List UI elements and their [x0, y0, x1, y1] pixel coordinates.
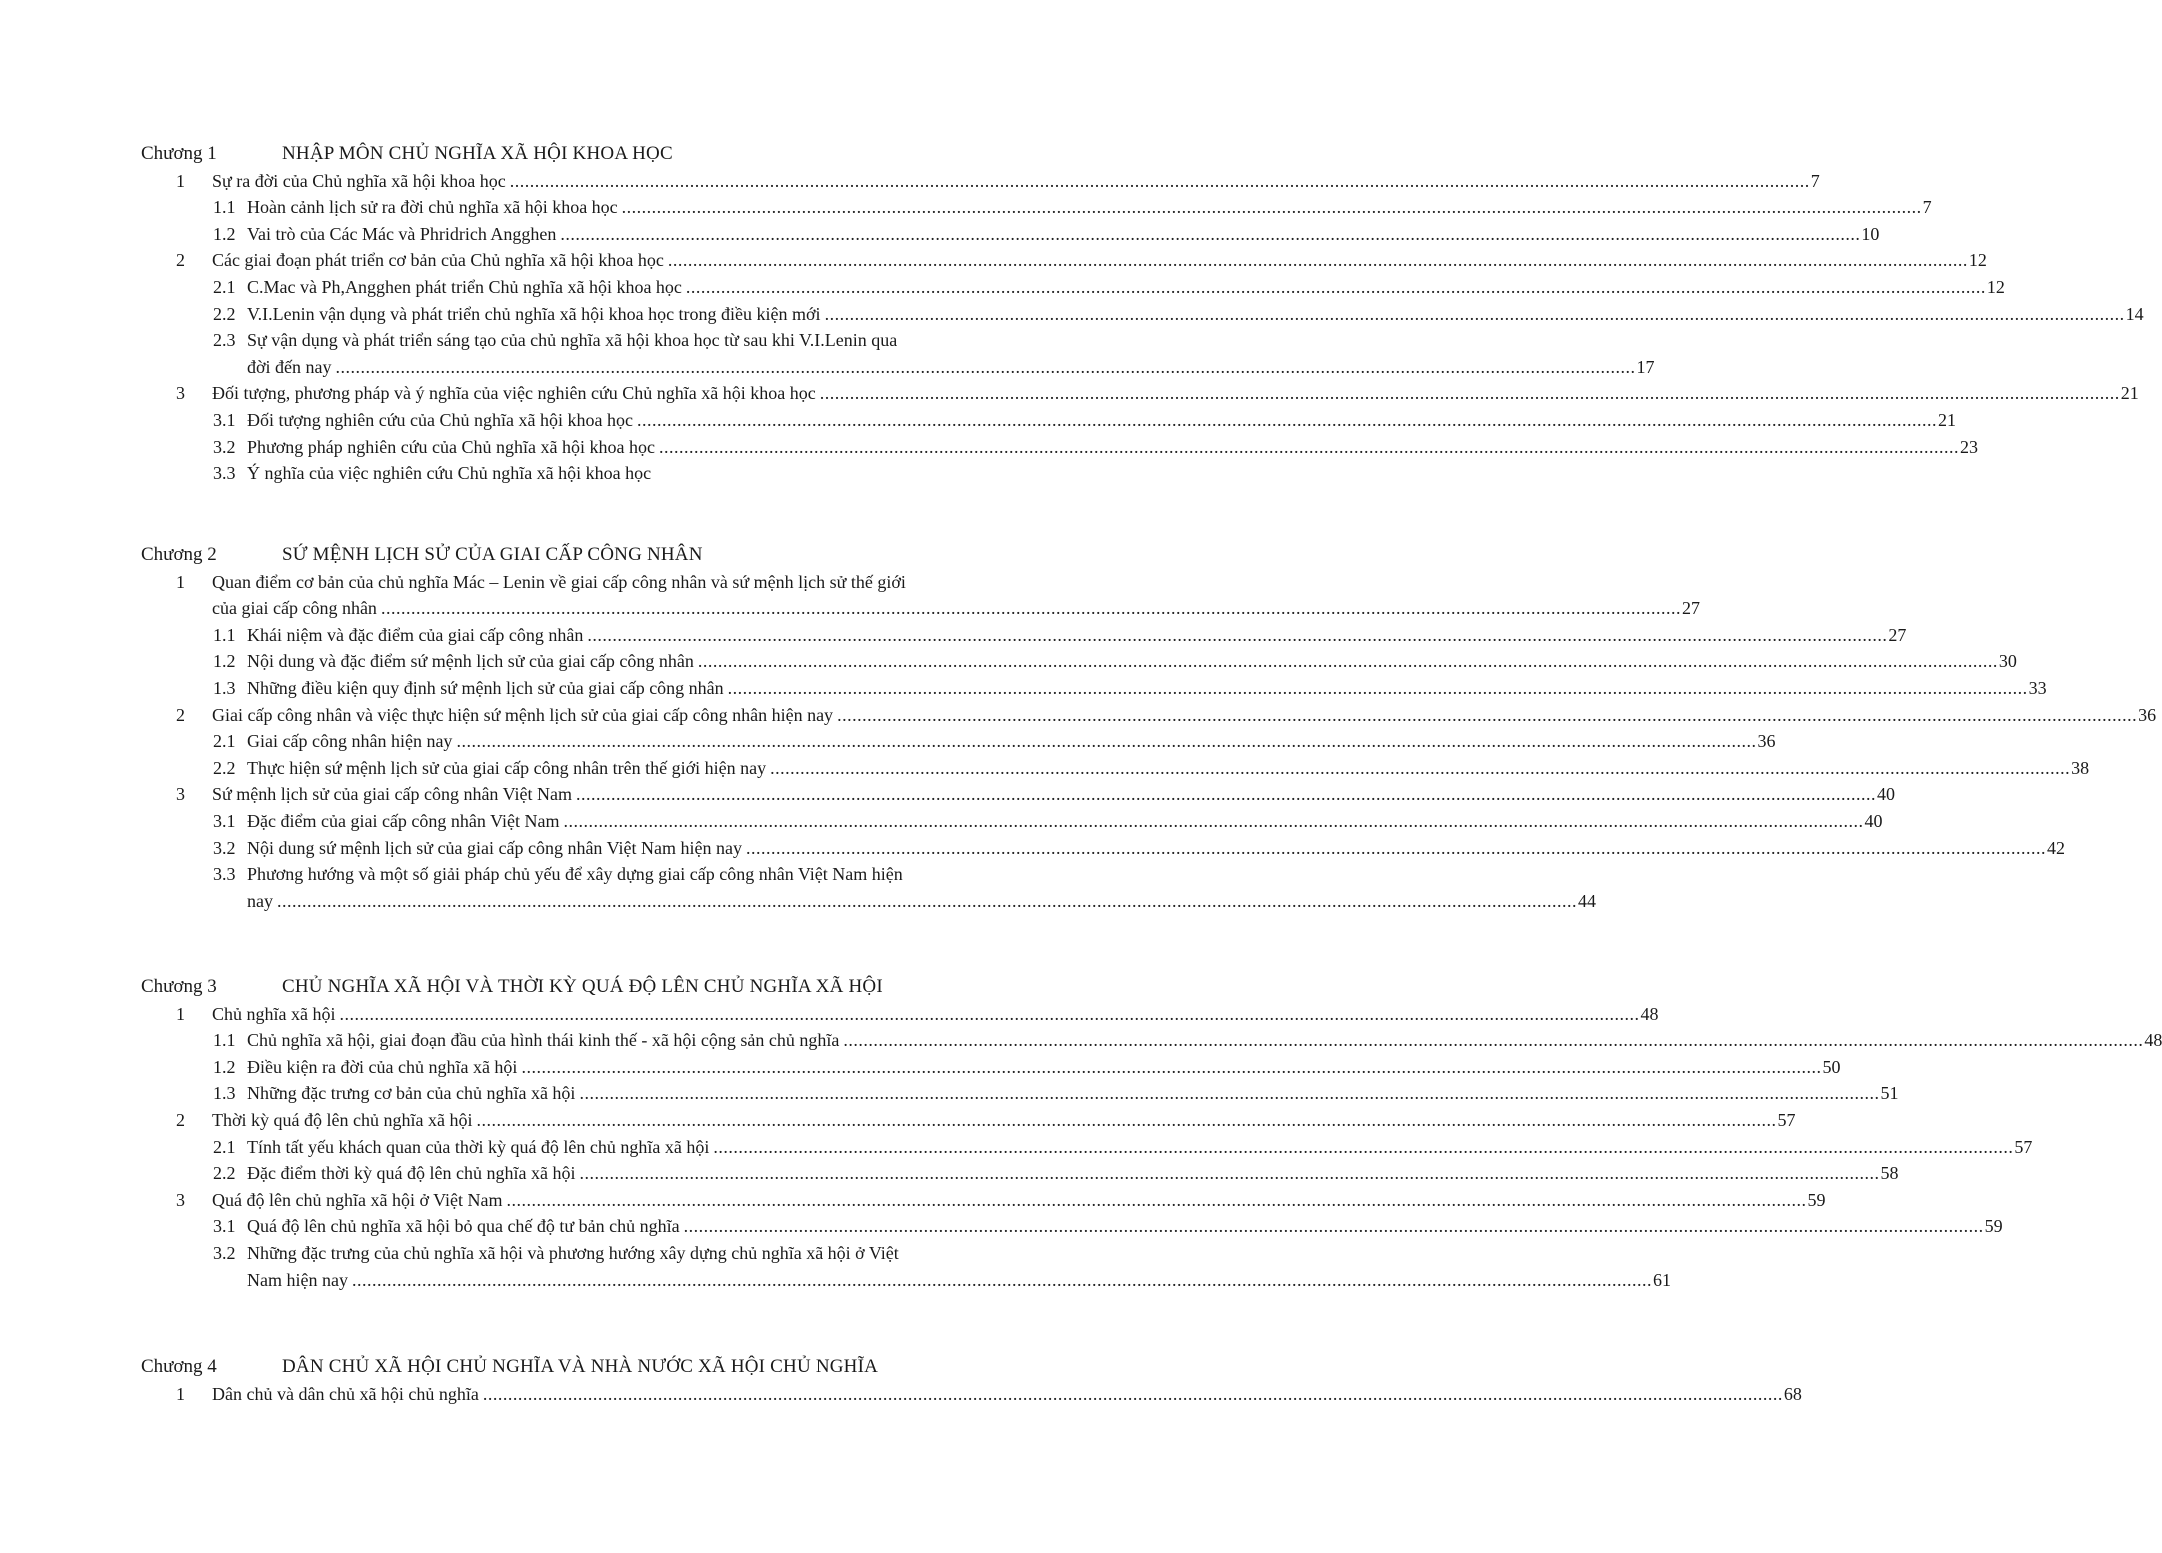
- page-number: 36: [2138, 704, 2157, 725]
- dot-leader: ....................................................................................................................................................................................................................................................................: [621, 197, 1922, 218]
- dot-leader: ....................................................................................................................................................................................................................................................................: [509, 170, 1810, 191]
- entry-title: Vai trò của Các Mác và Phridrich Angghen: [247, 223, 557, 244]
- entry-text: [247, 675, 2047, 702]
- toc-subsection-entry[interactable]: [0, 194, 1932, 221]
- dot-leader: ....................................................................................................................................................................................................................................................................: [745, 837, 2046, 858]
- entry-title: Đặc điểm thời kỳ quá độ lên chủ nghĩa xã hội: [247, 1163, 576, 1184]
- entry-line: [247, 1054, 1841, 1081]
- entry-number: 3.1: [213, 410, 236, 430]
- entry-line: [247, 675, 2047, 702]
- dot-leader: ....................................................................................................................................................................................................................................................................: [380, 598, 1681, 619]
- entry-line: [247, 622, 1907, 649]
- toc-subsection-entry[interactable]: [0, 407, 1956, 434]
- entry-number: 2: [176, 704, 185, 725]
- entry-line: [212, 247, 1987, 274]
- toc-subsection-entry[interactable]: [0, 221, 1880, 248]
- dot-leader: ....................................................................................................................................................................................................................................................................: [587, 624, 1888, 645]
- toc-subsection-entry[interactable]: [0, 327, 1655, 380]
- toc-subsection-entry[interactable]: [0, 434, 1978, 461]
- entry-text: [247, 755, 2090, 782]
- entry-line: [247, 728, 1776, 755]
- chapter-title: SỨ MỆNH LỊCH SỬ CỦA GIAI CẤP CÔNG NHÂN: [282, 544, 703, 565]
- entry-text: [212, 702, 2157, 729]
- entry-text: [212, 1381, 1802, 1408]
- page-number: 27: [1888, 624, 1907, 645]
- entry-text: [212, 168, 1820, 195]
- entry-text: [247, 728, 1776, 755]
- toc-subsection-entry[interactable]: [0, 1080, 1899, 1107]
- toc-section-entry[interactable]: [0, 168, 1820, 195]
- entry-title: Quá độ lên chủ nghĩa xã hội bỏ qua chế độ tư bản chủ nghĩa: [247, 1216, 680, 1237]
- entry-number: 2: [176, 250, 185, 271]
- entry-title: Phương pháp nghiên cứu của Chủ nghĩa xã hội khoa học: [247, 436, 655, 457]
- dot-leader: ....................................................................................................................................................................................................................................................................: [351, 1269, 1652, 1290]
- entry-text: [247, 221, 1880, 248]
- page-number: 57: [1777, 1110, 1796, 1130]
- dot-leader: ....................................................................................................................................................................................................................................................................: [482, 1383, 1783, 1404]
- entry-title: Đặc điểm của giai cấp công nhân Việt Nam: [247, 811, 560, 831]
- entry-title: Quan điểm cơ bản của chủ nghĩa Mác – Lenin về giai cấp công nhân và sứ mệnh lịch sử thế giới: [212, 571, 906, 592]
- entry-title: Đối tượng nghiên cứu của Chủ nghĩa xã hội khoa học: [247, 410, 633, 430]
- page-number: 48: [2144, 1030, 2162, 1051]
- entry-title: Chủ nghĩa xã hội, giai đoạn đầu của hình thái kinh thế - xã hội cộng sản chủ nghĩa: [247, 1030, 840, 1051]
- page-number: 17: [1636, 356, 1655, 377]
- entry-title: Những điều kiện quy định sứ mệnh lịch sử của giai cấp công nhân: [247, 678, 724, 698]
- entry-title: C.Mac và Ph,Angghen phát triển Chủ nghĩa xã hội khoa học: [247, 277, 682, 297]
- dot-leader: ....................................................................................................................................................................................................................................................................: [335, 356, 1636, 377]
- toc-subsection-entry[interactable]: [0, 1240, 1671, 1293]
- entry-title: Sự vận dụng và phát triển sáng tạo của chủ nghĩa xã hội khoa học từ sau khi V.I.Lenin qua: [247, 330, 898, 351]
- entry-line: [247, 1213, 2003, 1240]
- entry-line: [247, 808, 1883, 835]
- entry-text: [247, 1134, 2033, 1161]
- entry-text: [247, 460, 995, 487]
- entry-line: [247, 1160, 1899, 1187]
- page-number: 7: [1922, 197, 1932, 218]
- toc-subsection-entry[interactable]: [0, 1134, 2033, 1161]
- entry-text: [247, 1027, 2162, 1054]
- toc-section-entry[interactable]: [0, 781, 1896, 808]
- entry-title: Tính tất yếu khách quan của thời kỳ quá độ lên chủ nghĩa xã hội: [247, 1136, 710, 1157]
- toc-section-entry[interactable]: [0, 1381, 1802, 1408]
- page-number: 7: [1810, 170, 1820, 191]
- entry-title: Sự ra đời của Chủ nghĩa xã hội khoa học: [212, 170, 506, 191]
- entry-number: 1.2: [213, 651, 236, 672]
- entry-text: [247, 194, 1932, 221]
- dot-leader: ....................................................................................................................................................................................................................................................................: [579, 1163, 1880, 1184]
- entry-line: [247, 221, 1880, 248]
- chapter-title: CHỦ NGHĨA XÃ HỘI VÀ THỜI KỲ QUÁ ĐỘ LÊN CHỦ NGHĨA XÃ HỘI: [282, 976, 883, 997]
- entry-number: 2.1: [213, 731, 236, 752]
- toc-subsection-entry[interactable]: [0, 675, 2047, 702]
- toc-subsection-entry[interactable]: [0, 755, 2090, 782]
- entry-line: [247, 1134, 2033, 1161]
- toc-subsection-entry[interactable]: [0, 835, 2065, 862]
- toc-subsection-entry[interactable]: [0, 728, 1776, 755]
- page-number: 21: [2120, 383, 2139, 404]
- page-number: 51: [1880, 1083, 1899, 1104]
- page-number: 59: [1807, 1189, 1826, 1210]
- page-number: 50: [1822, 1056, 1841, 1077]
- entry-line: [212, 1381, 1802, 1408]
- entry-title: Các giai đoạn phát triển cơ bản của Chủ nghĩa xã hội khoa học: [212, 250, 664, 271]
- entry-number: 1: [176, 1383, 185, 1404]
- entry-number: 1.1: [213, 197, 236, 218]
- entry-title: Đối tượng, phương pháp và ý nghĩa của việc nghiên cứu Chủ nghĩa xã hội khoa học: [212, 383, 816, 404]
- toc-subsection-entry[interactable]: [0, 1027, 2162, 1054]
- dot-leader: ....................................................................................................................................................................................................................................................................: [713, 1136, 2014, 1157]
- entry-line: [247, 460, 995, 487]
- entry-title: Hoàn cảnh lịch sử ra đời chủ nghĩa xã hội khoa học: [247, 197, 618, 218]
- dot-leader: ....................................................................................................................................................................................................................................................................: [456, 731, 1757, 752]
- entry-line: [247, 274, 2005, 301]
- page-number: 12: [1986, 277, 2005, 297]
- dot-leader: ....................................................................................................................................................................................................................................................................: [476, 1110, 1777, 1130]
- entry-title: Dân chủ và dân chủ xã hội chủ nghĩa: [212, 1383, 479, 1404]
- entry-number: 3: [176, 784, 185, 805]
- dot-leader: ....................................................................................................................................................................................................................................................................: [506, 1189, 1807, 1210]
- entry-number: 2.2: [213, 303, 236, 324]
- page-number: 40: [1877, 784, 1896, 805]
- entry-number: 2.3: [213, 330, 236, 351]
- entry-title: Chủ nghĩa xã hội: [212, 1003, 336, 1024]
- entry-text: [212, 569, 1700, 622]
- entry-text: [247, 301, 2144, 328]
- entry-text: [247, 1213, 2003, 1240]
- chapter-label: Chương 2: [141, 544, 217, 565]
- entry-line: [247, 888, 1596, 915]
- dot-leader: ....................................................................................................................................................................................................................................................................: [563, 811, 1864, 831]
- entry-text: [247, 648, 2017, 675]
- dot-leader: ....................................................................................................................................................................................................................................................................: [560, 223, 1861, 244]
- entry-title: Phương hướng và một số giải pháp chủ yếu để xây dựng giai cấp công nhân Việt Nam hiện: [247, 864, 903, 885]
- dot-leader: ....................................................................................................................................................................................................................................................................: [837, 704, 2138, 725]
- entry-title: đời đến nay: [247, 356, 332, 377]
- entry-number: 2.2: [213, 757, 236, 778]
- entry-text: [247, 808, 1883, 835]
- toc-subsection-entry[interactable]: [0, 1160, 1899, 1187]
- dot-leader: ....................................................................................................................................................................................................................................................................: [521, 1056, 1822, 1077]
- page-number: 12: [1968, 250, 1987, 271]
- entry-number: 1.2: [213, 223, 236, 244]
- entry-line: [247, 301, 2144, 328]
- entry-title: V.I.Lenin vận dụng và phát triển chủ nghĩa xã hội khoa học trong điều kiện mới: [247, 303, 821, 324]
- entry-line: [212, 1187, 1826, 1214]
- page-number: 36: [1757, 731, 1776, 752]
- entry-text: [212, 1001, 1659, 1028]
- toc-subsection-entry[interactable]: [0, 301, 2144, 328]
- entry-number: 3.3: [213, 864, 236, 885]
- toc-subsection-entry[interactable]: [0, 460, 1035, 487]
- dot-leader: ....................................................................................................................................................................................................................................................................: [576, 784, 1877, 805]
- entry-line: [247, 354, 1655, 381]
- entry-line: [247, 1267, 1671, 1294]
- dot-leader: ....................................................................................................................................................................................................................................................................: [824, 303, 2125, 324]
- entry-number: 1: [176, 571, 185, 592]
- toc-subsection-entry[interactable]: [0, 861, 1596, 914]
- entry-number: 3.1: [213, 1216, 236, 1237]
- entry-text: [247, 274, 2005, 301]
- page-number: 61: [1652, 1269, 1671, 1290]
- dot-leader: ....................................................................................................................................................................................................................................................................: [667, 250, 1968, 271]
- entry-title: Giai cấp công nhân và việc thực hiện sứ mệnh lịch sử của giai cấp công nhân hiện nay: [212, 704, 834, 725]
- toc-subsection-entry[interactable]: [0, 808, 1883, 835]
- entry-text: [212, 1187, 1826, 1214]
- entry-title: Giai cấp công nhân hiện nay: [247, 731, 453, 752]
- entry-title: Điều kiện ra đời của chủ nghĩa xã hội: [247, 1056, 518, 1077]
- entry-line: [247, 327, 995, 354]
- dot-leader: ....................................................................................................................................................................................................................................................................: [843, 1030, 2144, 1051]
- entry-number: 3.2: [213, 1243, 236, 1263]
- page-number: 59: [1984, 1216, 2003, 1237]
- page-number: 30: [1998, 651, 2017, 672]
- dot-leader: ....................................................................................................................................................................................................................................................................: [683, 1216, 1984, 1237]
- entry-number: 1.1: [213, 1030, 236, 1051]
- entry-text: [247, 1240, 1671, 1293]
- entry-line: [247, 648, 2017, 675]
- page-number: 42: [2046, 837, 2065, 858]
- entry-number: 1.1: [213, 624, 236, 645]
- entry-line: [247, 755, 2090, 782]
- chapter-title: DÂN CHỦ XÃ HỘI CHỦ NGHĨA VÀ NHÀ NƯỚC XÃ HỘI CHỦ NGHĨA: [282, 1356, 879, 1377]
- toc-section-entry[interactable]: [0, 1001, 1659, 1028]
- entry-title: Những đặc trưng cơ bản của chủ nghĩa xã hội: [247, 1083, 576, 1104]
- page-number: 21: [1937, 410, 1956, 430]
- toc-subsection-entry[interactable]: [0, 1213, 2003, 1240]
- toc-section-entry[interactable]: [0, 380, 2139, 407]
- entry-number: 3.2: [213, 837, 236, 858]
- entry-title: Nội dung và đặc điểm sứ mệnh lịch sử của giai cấp công nhân: [247, 651, 694, 672]
- toc-section-entry[interactable]: [0, 1187, 1826, 1214]
- entry-line: [212, 380, 2139, 407]
- page-number: 23: [1959, 436, 1978, 457]
- entry-line: [247, 434, 1978, 461]
- entry-title: Sứ mệnh lịch sử của giai cấp công nhân Việt Nam: [212, 784, 573, 805]
- entry-title: Nội dung sứ mệnh lịch sử của giai cấp công nhân Việt Nam hiện nay: [247, 837, 742, 858]
- toc-subsection-entry[interactable]: [0, 1054, 1841, 1081]
- entry-title: Quá độ lên chủ nghĩa xã hội ở Việt Nam: [212, 1189, 503, 1210]
- entry-line: [212, 702, 2157, 729]
- entry-text: [247, 861, 1596, 914]
- chapter-title: NHẬP MÔN CHỦ NGHĨA XÃ HỘI KHOA HỌC: [282, 143, 673, 164]
- dot-leader: ....................................................................................................................................................................................................................................................................: [770, 757, 2071, 778]
- entry-title: Nam hiện nay: [247, 1269, 348, 1290]
- entry-number: 1.2: [213, 1056, 236, 1077]
- entry-number: 3.2: [213, 436, 236, 457]
- chapter-label: Chương 4: [141, 1356, 217, 1377]
- entry-text: [212, 781, 1896, 808]
- entry-title: Thực hiện sứ mệnh lịch sử của giai cấp công nhân trên thế giới hiện nay: [247, 757, 767, 778]
- entry-text: [247, 1054, 1841, 1081]
- entry-text: [247, 1160, 1899, 1187]
- entry-text: [212, 247, 1987, 274]
- entry-number: 1.3: [213, 678, 236, 698]
- page-number: 68: [1783, 1383, 1802, 1404]
- entry-text: [247, 407, 1956, 434]
- toc-subsection-entry[interactable]: [0, 274, 2005, 301]
- entry-line: [247, 407, 1956, 434]
- toc-section-entry[interactable]: [0, 247, 1987, 274]
- page-number: 33: [2028, 678, 2047, 698]
- entry-text: [247, 434, 1978, 461]
- chapter-label: Chương 3: [141, 976, 217, 997]
- entry-number: 2.2: [213, 1163, 236, 1184]
- page-number: 38: [2071, 757, 2090, 778]
- entry-number: 2.1: [213, 1136, 236, 1157]
- dot-leader: ....................................................................................................................................................................................................................................................................: [727, 678, 2028, 698]
- page-number: 14: [2125, 303, 2144, 324]
- entry-title: Những đặc trưng của chủ nghĩa xã hội và phương hướng xây dựng chủ nghĩa xã hội ở Việt: [247, 1243, 899, 1263]
- dot-leader: ....................................................................................................................................................................................................................................................................: [658, 436, 1959, 457]
- entry-text: [247, 835, 2065, 862]
- entry-text: [212, 380, 2139, 407]
- entry-number: 3: [176, 1189, 185, 1210]
- entry-number: 1: [176, 170, 185, 191]
- entry-line: [247, 194, 1932, 221]
- page-number: 44: [1578, 890, 1596, 911]
- entry-title: nay: [247, 890, 273, 911]
- dot-leader: ....................................................................................................................................................................................................................................................................: [339, 1003, 1640, 1024]
- page-number: 48: [1640, 1003, 1659, 1024]
- entry-text: [247, 622, 1907, 649]
- page-number: 58: [1880, 1163, 1899, 1184]
- entry-number: 1.3: [213, 1083, 236, 1104]
- page-number: 57: [2014, 1136, 2033, 1157]
- entry-line: [212, 168, 1820, 195]
- dot-leader: ....................................................................................................................................................................................................................................................................: [579, 1083, 1880, 1104]
- entry-line: [212, 781, 1896, 808]
- entry-text: [247, 1080, 1899, 1107]
- entry-line: [212, 1001, 1659, 1028]
- page-number: 10: [1861, 223, 1880, 244]
- toc-section-entry[interactable]: [0, 569, 1700, 622]
- entry-line: [212, 569, 995, 596]
- entry-number: 3: [176, 383, 185, 404]
- entry-line: [212, 595, 1700, 622]
- entry-line: [212, 1107, 1796, 1134]
- entry-text: [212, 1107, 1796, 1134]
- entry-text: [247, 327, 1655, 380]
- entry-line: [247, 1240, 995, 1267]
- entry-title: Ý nghĩa của việc nghiên cứu Chủ nghĩa xã hội khoa học: [247, 463, 652, 484]
- toc-section-entry[interactable]: [0, 702, 2157, 729]
- entry-title: Khái niệm và đặc điểm của giai cấp công nhân: [247, 624, 584, 645]
- entry-number: 2.1: [213, 277, 236, 297]
- dot-leader: ....................................................................................................................................................................................................................................................................: [636, 410, 1937, 430]
- entry-title: Thời kỳ quá độ lên chủ nghĩa xã hội: [212, 1110, 473, 1130]
- toc-subsection-entry[interactable]: [0, 622, 1907, 649]
- page-number: 27: [1681, 598, 1700, 619]
- entry-line: [247, 835, 2065, 862]
- entry-line: [247, 1080, 1899, 1107]
- entry-title: của giai cấp công nhân: [212, 598, 377, 619]
- entry-number: 1: [176, 1003, 185, 1024]
- chapter-label: Chương 1: [141, 143, 217, 164]
- entry-number: 3.3: [213, 463, 236, 484]
- dot-leader: ....................................................................................................................................................................................................................................................................: [685, 277, 1986, 297]
- dot-leader: ....................................................................................................................................................................................................................................................................: [277, 890, 1577, 911]
- entry-line: [247, 1027, 2162, 1054]
- entry-number: 2: [176, 1110, 185, 1130]
- toc-subsection-entry[interactable]: [0, 648, 2017, 675]
- dot-leader: ....................................................................................................................................................................................................................................................................: [697, 651, 1998, 672]
- toc-section-entry[interactable]: [0, 1107, 1796, 1134]
- entry-number: 3.1: [213, 811, 236, 831]
- entry-line: [247, 861, 995, 888]
- dot-leader: ....................................................................................................................................................................................................................................................................: [819, 383, 2120, 404]
- page-number: 40: [1864, 811, 1883, 831]
